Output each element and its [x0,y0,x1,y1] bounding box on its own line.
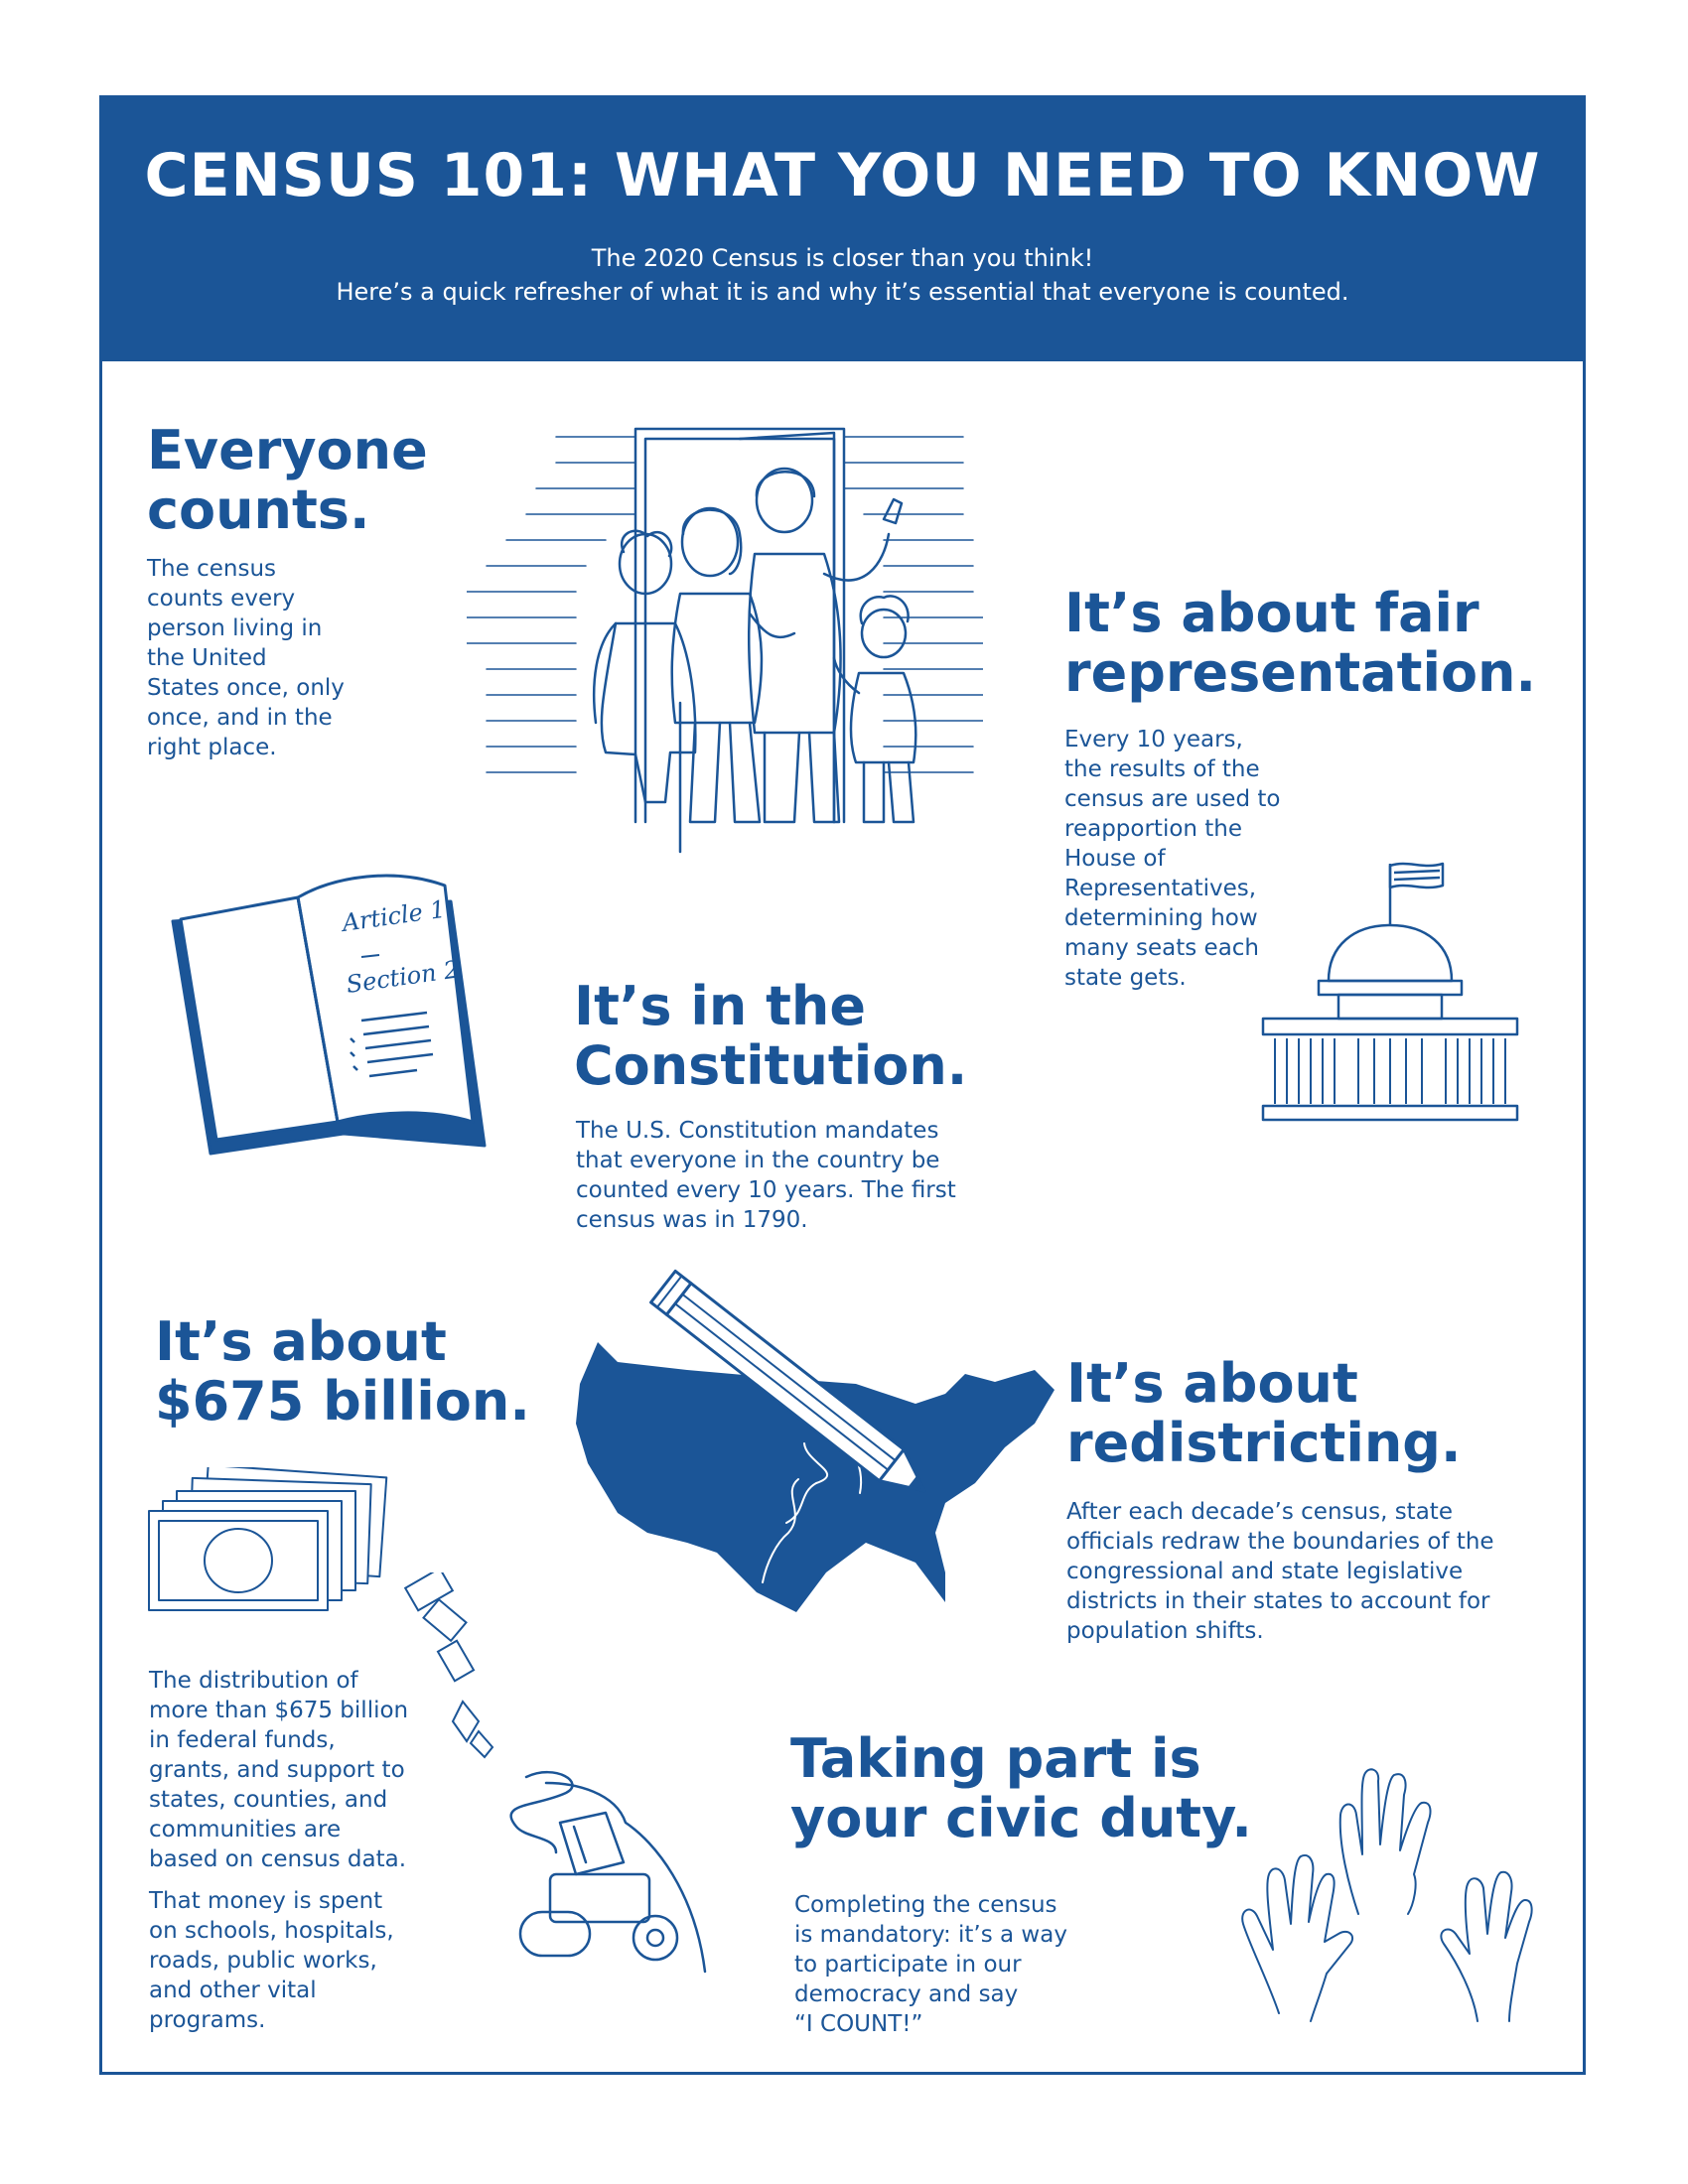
billion-body-line: grants, and support to [149,1757,405,1783]
constitution-body-line: counted every 10 years. The first [576,1177,956,1203]
billion-body-line: in federal funds, [149,1727,336,1753]
redistricting-body-line: population shifts. [1066,1618,1264,1644]
header-subtitle-line1: The 2020 Census is closer than you think! [591,244,1094,272]
family-illustration [467,425,983,860]
book-icon [167,862,491,1163]
redistricting-heading-line1: It’s about [1066,1352,1358,1415]
billion-body-line: roads, public works, [149,1948,377,1974]
usa-map-icon [568,1195,1124,1612]
civic-body-line: is mandatory: it’s a way [794,1922,1067,1948]
billion-body-line: communities are [149,1817,342,1843]
everyone-heading-line2: counts. [147,478,370,541]
billion-body-line: on schools, hospitals, [149,1918,394,1944]
header-subtitle-line2: Here’s a quick refresher of what it is and why it’s essential that everyone is counted. [336,278,1349,306]
constitution-heading [574,977,967,1096]
everyone-heading-line1: Everyone [147,419,428,481]
billion-heading [155,1312,530,1432]
everyone-body-line: once, and in the [147,705,333,731]
road-roller-icon [496,1763,731,1974]
constitution-heading-line2: Constitution. [574,1034,968,1097]
redistricting-body-line: congressional and state legislative [1066,1559,1464,1584]
redistricting-heading-line2: redistricting. [1066,1412,1462,1474]
civic-heading-line2: your civic duty. [790,1787,1252,1849]
redistricting-body [1066,1497,1494,1646]
everyone-body-line: The census [147,556,277,582]
everyone-heading [147,421,428,540]
header-banner [99,95,1586,361]
fair-body [1064,725,1280,993]
fair-body-line: many seats each [1064,935,1260,961]
fair-body-line: the results of the [1064,756,1260,782]
constitution-body-line: census was in 1790. [576,1207,808,1233]
everyone-body-line: person living in [147,615,323,641]
billion-body-line: and other vital [149,1978,317,2003]
everyone-body [147,554,345,762]
money-stack-icon [145,1467,393,1616]
redistricting-heading [1066,1354,1461,1473]
fair-heading [1064,584,1536,703]
billion-heading-line1: It’s about [155,1310,447,1373]
everyone-body-line: States once, only [147,675,345,701]
fair-body-line: reapportion the [1064,816,1243,842]
redistricting-body-line: districts in their states to account for [1066,1588,1490,1614]
redistricting-body-line: After each decade’s census, state [1066,1499,1453,1525]
billion-body2 [149,1886,394,2035]
page-title: CENSUS 101: WHAT YOU NEED TO KNOW [144,141,1541,210]
fair-body-line: Representatives, [1064,876,1257,901]
billion-body-line: programs. [149,2007,266,2033]
falling-bills-icon [401,1572,500,1761]
book-article-text: Article 1 [340,894,448,937]
constitution-heading-line1: It’s in the [574,975,866,1037]
fair-body-line: Every 10 years, [1064,727,1243,752]
billion-body-line: The distribution of [149,1668,358,1694]
everyone-body-line: the United [147,645,267,671]
billion-body-line: states, counties, and [149,1787,388,1813]
billion-body-line: more than $675 billion [149,1698,409,1723]
capitol-icon [1259,856,1521,1122]
fair-heading-line1: It’s about fair [1064,582,1479,644]
civic-body-line: to participate in our [794,1952,1022,1978]
raised-hands-icon [1239,1765,1537,2023]
everyone-body-line: right place. [147,735,277,760]
constitution-body-line: that everyone in the country be [576,1148,940,1173]
billion-body-line: That money is spent [149,1888,383,1914]
civic-heading [790,1729,1252,1848]
redistricting-body-line: officials redraw the boundaries of the [1066,1529,1494,1555]
billion-body1 [149,1666,408,1874]
civic-body [794,1890,1067,2039]
constitution-body-line: The U.S. Constitution mandates [576,1118,939,1144]
fair-heading-line2: representation. [1064,641,1537,704]
billion-body-line: based on census data. [149,1846,407,1872]
everyone-body-line: counts every [147,586,296,612]
civic-body-line: Completing the census [794,1892,1057,1918]
fair-body-line: census are used to [1064,786,1281,812]
book-section-text: Section 2 [344,955,461,999]
fair-body-line: House of [1064,846,1166,872]
fair-body-line: state gets. [1064,965,1187,991]
civic-body-line: democracy and say [794,1981,1019,2007]
civic-body-line: “I COUNT!” [794,2011,923,2037]
fair-body-line: determining how [1064,905,1258,931]
billion-heading-line2: $675 billion. [155,1370,530,1433]
civic-heading-line1: Taking part is [790,1727,1201,1790]
